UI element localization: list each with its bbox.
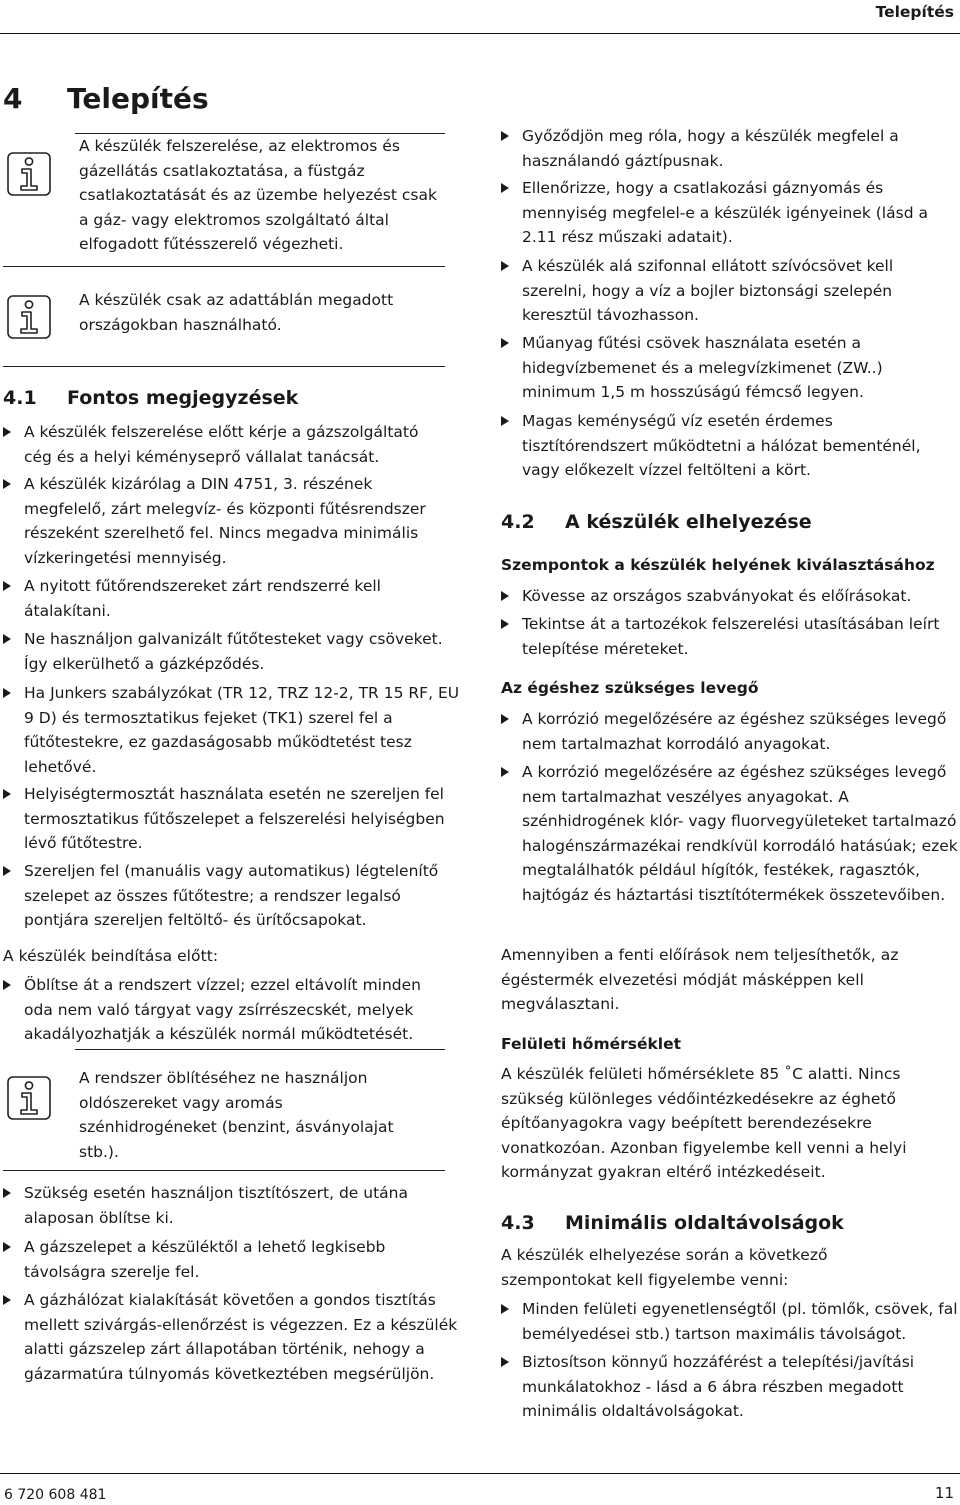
document-number: 6 720 608 481 [4, 1487, 107, 1503]
subheading: Az égéshez szükséges levegő [501, 679, 759, 697]
note-text: A készülék csak az adattáblán megadott országokban használható. [79, 291, 394, 334]
bullet-triangle-icon [501, 619, 509, 629]
section-heading [501, 1212, 844, 1234]
list-item: A készülék felszerelése előtt kérje a gázszolgáltató cég és a helyi kéményseprő vállalat tanácsát. [3, 420, 449, 469]
list-item: A készülék kizárólag a DIN 4751, 3. részének megfelelő, zárt melegvíz- és központi fűtésrendszer részeként szerelhető fel. Nincs megadva minimális vízkeringetési mennyiség. [3, 472, 449, 570]
paragraph: A készülék elhelyezése során a következő szempontokat kell figyelembe venni: [501, 1246, 828, 1289]
section-title: Fontos megjegyzések [67, 387, 299, 409]
footer-rule [0, 1473, 960, 1474]
list-item: Tekintse át a tartozékok felszerelési utasításában leírt telepítése méreteket. [501, 612, 960, 661]
section-title: A készülék elhelyezése [565, 511, 812, 533]
bullet-triangle-icon [501, 261, 509, 271]
chapter-title: Telepítés [67, 82, 209, 115]
note-rule [3, 266, 445, 267]
bullet-triangle-icon [3, 980, 11, 990]
bullet-triangle-icon [3, 688, 11, 698]
chapter-heading [3, 82, 209, 115]
bullet-triangle-icon [501, 338, 509, 348]
bullet-triangle-icon [3, 634, 11, 644]
bullet-triangle-icon [3, 866, 11, 876]
page-header [0, 0, 960, 34]
list-item: Ne használjon galvanizált fűtőtesteket vagy csöveket. Így elkerülhető a gázképződés. [3, 627, 449, 676]
list-item: Magas keménységű víz esetén érdemes tisztítórendszert működtetni a hálózat bementénél, vagy előkezelt vízzel feltölteni a kört. [501, 409, 960, 483]
list-item: Biztosítson könnyű hozzáférést a telepítési/javítási munkálatokhoz - lásd a 6 ábra részben megadott minimális oldaltávolságokat. [501, 1350, 932, 1424]
list-item: Minden felületi egyenetlenségtől (pl. tömlők, csövek, fal bemélyedései stb.) tartson maximális távolságot. [501, 1297, 960, 1346]
section-title: Minimális oldaltávolságok [565, 1212, 844, 1234]
subheading: Szempontok a készülék helyének kiválasztásához [501, 556, 935, 574]
list-item: Szereljen fel (manuális vagy automatikus) légtelenítő szelepet az összes fűtőtestre; a rendszer legalsó pontjára szereljen feltöltő- és ürítőcsapokat. [3, 859, 464, 933]
bullet-triangle-icon [3, 789, 11, 799]
bullet-triangle-icon [501, 767, 509, 777]
list-item: Ha Junkers szabályzókat (TR 12, TRZ 12-2, TR 15 RF, EU 9 D) és termosztatikus fejeket (TK1) szerel fel a fűtőtestekre, ez gazdaságosabb működtetést tesz lehetővé. [3, 681, 464, 779]
list-item: A korrózió megelőzésére az égéshez szükséges levegő nem tartalmazhat korrodáló anyagokat. [501, 707, 960, 756]
paragraph: A készülék felületi hőmérséklete 85 ˚C alatti. Nincs szükség különleges védőintézkedésekre az éghető építőanyagokra vagy beépített berendezésekre vonatkozóan. Azonban figyelembe kell venni a helyi kormányzat gyakran eltérő intézkedéseit. [501, 1065, 907, 1181]
chapter-number: 4 [3, 82, 23, 115]
note-text: A készülék felszerelése, az elektromos és gázellátás csatlakoztatása, a füstgáz csatlakoztatását és az üzembe helyezést csak a gáz- vagy elektromos szolgáltató által elfogadott fűtésszerelő végezheti. [79, 137, 437, 253]
note-rule [3, 366, 445, 367]
bullet-triangle-icon [3, 427, 11, 437]
list-item: A készülék alá szifonnal ellátott szívócsövet kell szerelni, hogy a víz a bojler biztonsági szelepén keresztül távozhasson. [501, 254, 947, 328]
list-item: Öblítse át a rendszert vízzel; ezzel eltávolít minden oda nem való tárgyat vagy zsírrészecskét, melyek akadályozhatják a készülék normál működtetését. [3, 973, 449, 1047]
bullet-triangle-icon [501, 1357, 509, 1367]
paragraph: A készülék beindítása előtt: [3, 947, 219, 965]
bullet-triangle-icon [3, 479, 11, 489]
info-icon [7, 295, 51, 339]
bullet-triangle-icon [3, 581, 11, 591]
header-rule [0, 33, 960, 34]
page-number: 11 [934, 1484, 954, 1502]
list-item: A nyitott fűtőrendszereket zárt rendszerré kell átalakítani. [3, 574, 449, 623]
list-item: A gázhálózat kialakítását követően a gondos tisztítás mellett szivárgás-ellenőrzést is végezzen. Ez a készülék alatti gázszelep zárt állapotában történik, nehogy a gázarmatúra túlnyomás következtében megsérüljön. [3, 1288, 464, 1386]
bullet-triangle-icon [501, 1304, 509, 1314]
section-number: 4.1 [3, 387, 37, 409]
bullet-triangle-icon [501, 714, 509, 724]
bullet-triangle-icon [501, 131, 509, 141]
bullet-triangle-icon [3, 1295, 11, 1305]
bullet-triangle-icon [501, 591, 509, 601]
paragraph: Amennyiben a fenti előírások nem teljesíthetők, az égéstermék elvezetési módját másképpen kell megválasztani. [501, 946, 899, 1013]
info-icon [7, 1076, 51, 1120]
section-number: 4.3 [501, 1212, 535, 1234]
bullet-triangle-icon [501, 183, 509, 193]
note-rule [75, 1049, 445, 1050]
bullet-triangle-icon [3, 1188, 11, 1198]
list-item: Helyiségtermosztát használata esetén ne szereljen fel termosztatikus fűtőszelepet a felszerelési helyiségben lévő fűtőtestre. [3, 782, 464, 856]
section-heading [3, 387, 298, 409]
bullet-triangle-icon [501, 416, 509, 426]
section-heading [501, 511, 812, 533]
list-item: Műanyag fűtési csövek használata esetén a hidegvízbemenet és a melegvízkimenet (ZW..) minimum 1,5 m hosszúságú fémcső legyen. [501, 331, 942, 405]
list-item: A gázszelepet a készüléktől a lehető legkisebb távolságra szerelje fel. [3, 1235, 449, 1284]
list-item: A korrózió megelőzésére az égéshez szükséges levegő nem tartalmazhat veszélyes anyagokat. A szénhidrogének klór- vagy fluorvegyületeket tartalmazó halogénszármazékai rendkívül korrodáló hatásúak; ezek megtalálhatók például hígítók, festékek, ragasztók, hajtógáz és háztartási tisztítótermékek összetevőiben. [501, 760, 960, 907]
header-title: Telepítés [875, 3, 954, 21]
subheading: Felületi hőmérséklet [501, 1035, 682, 1053]
list-item: Szükség esetén használjon tisztítószert, de utána alaposan öblítse ki. [3, 1181, 464, 1230]
list-item: Győződjön meg róla, hogy a készülék megfelel a használandó gáztípusnak. [501, 124, 952, 173]
note-rule [3, 1170, 445, 1171]
list-item: Ellenőrizze, hogy a csatlakozási gáznyomás és mennyiség megfelel-e a készülék igényeinek (lásd a 2.11 rész műszaki adatait). [501, 176, 960, 250]
note-text: A rendszer öblítéséhez ne használjon oldószereket vagy aromás szénhidrogéneket (benzint, ásványolajat stb.). [79, 1069, 394, 1161]
section-number: 4.2 [501, 511, 535, 533]
bullet-triangle-icon [3, 1242, 11, 1252]
info-icon [7, 152, 51, 196]
list-item: Kövesse az országos szabványokat és előírásokat. [501, 584, 960, 609]
